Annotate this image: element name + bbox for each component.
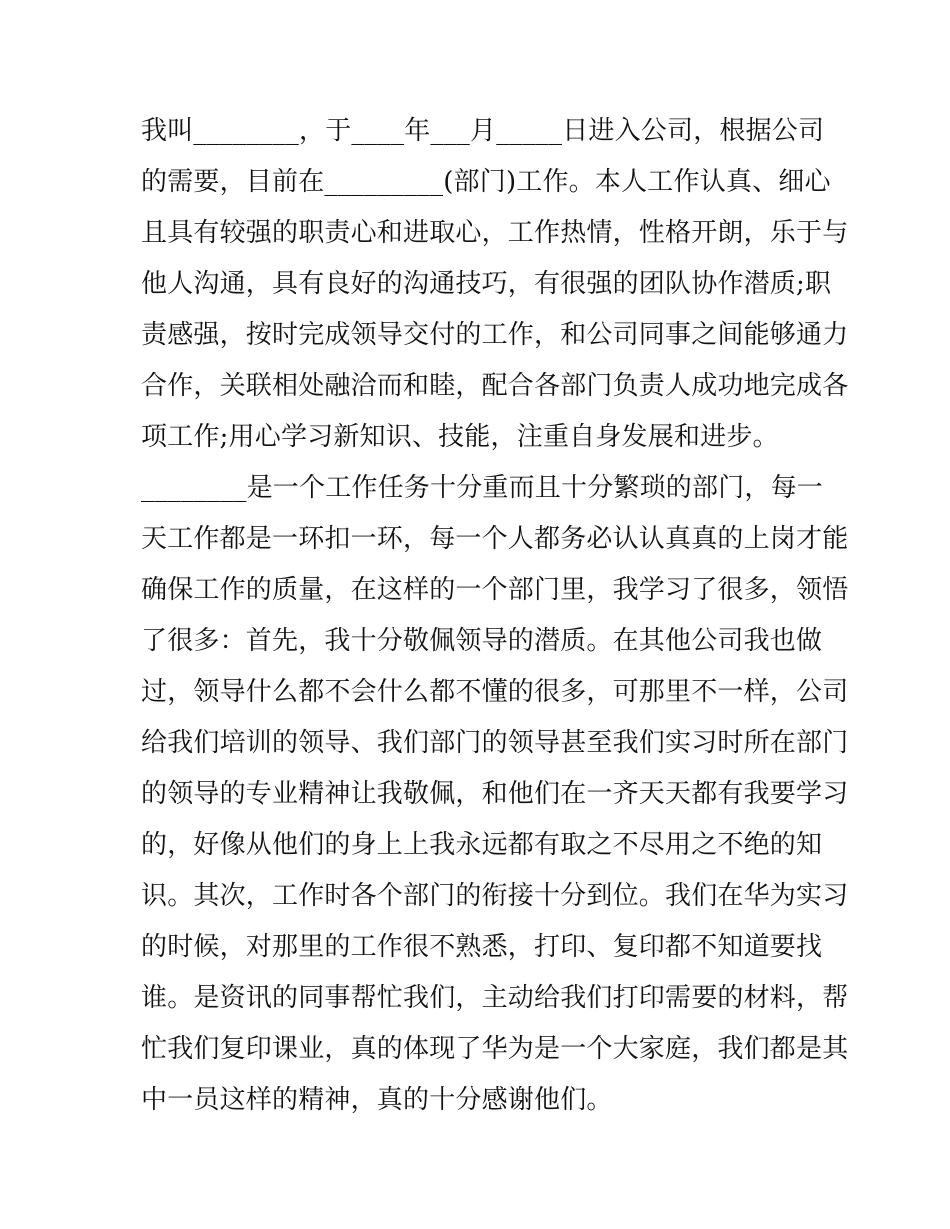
text-line: 且具有较强的职责心和进取心，工作热情，性格开朗，乐于与: [141, 218, 849, 248]
text-line: 的时候，对那里的工作很不熟悉，打印、复印都不知道要找: [141, 932, 823, 962]
text-line: ________是一个工作任务十分重而且十分繁琐的部门，每一: [141, 473, 824, 503]
text-line: 给我们培训的领导、我们部门的领导甚至我们实习时所在部门: [141, 728, 849, 758]
text-line: 的领导的专业精神让我敬佩，和他们在一齐天天都有我要学习: [141, 779, 849, 809]
body-text: [141, 106, 849, 1126]
text-line: 天工作都是一环扣一环，每一个人都务必认认真真的上岗才能: [141, 524, 849, 554]
text-line: 中一员这样的精神，真的十分感谢他们。: [141, 1085, 613, 1115]
text-line: 责感强，按时完成领导交付的工作，和公司同事之间能够通力: [141, 320, 849, 350]
text-line: 过，领导什么都不会什么都不懂的很多，可那里不一样，公司: [141, 677, 849, 707]
text-line: 我叫________，于____年___月_____日进入公司，根据公司: [141, 116, 825, 146]
text-line: 合作，关联相处融洽而和睦，配合各部门负责人成功地完成各: [141, 371, 849, 401]
text-line: 的，好像从他们的身上上我永远都有取之不尽用之不绝的知: [141, 830, 823, 860]
text-line: 他人沟通，具有良好的沟通技巧，有很强的团队协作潜质;职: [141, 269, 832, 299]
text-line: 项工作;用心学习新知识、技能，注重自身发展和进步。: [141, 422, 779, 452]
text-line: 谁。是资讯的同事帮忙我们，主动给我们打印需要的材料，帮: [141, 983, 849, 1013]
text-line: 了很多：首先，我十分敬佩领导的潜质。在其他公司我也做: [141, 626, 823, 656]
text-line: 识。其次，工作时各个部门的衔接十分到位。我们在华为实习: [141, 881, 849, 911]
text-line: 确保工作的质量，在这样的一个部门里，我学习了很多，领悟: [141, 575, 849, 605]
text-line: 忙我们复印课业，真的体现了华为是一个大家庭，我们都是其: [141, 1034, 849, 1064]
text-line: 的需要，目前在_________(部门)工作。本人工作认真、细心: [141, 167, 831, 197]
